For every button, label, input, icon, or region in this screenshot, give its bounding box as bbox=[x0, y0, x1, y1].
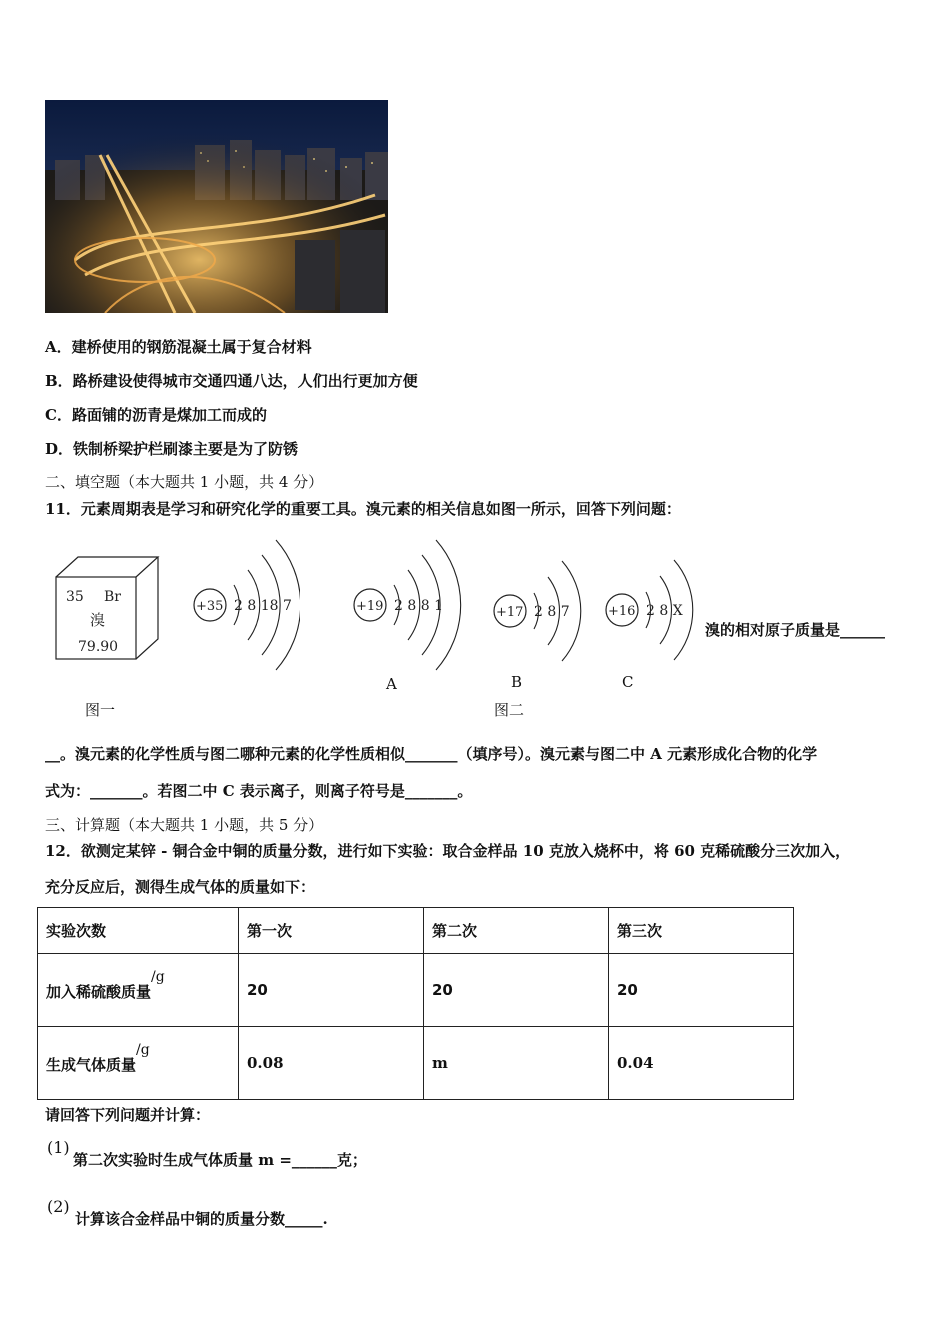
option-c: C．路面铺的沥青是煤加工而成的 bbox=[45, 406, 267, 424]
option-a: A．建桥使用的钢筋混凝土属于复合材料 bbox=[45, 338, 312, 356]
section2-heading: 二、填空题（本大题共 1 小题，共 4 分） bbox=[45, 473, 324, 491]
option-b: B．路桥建设使得城市交通四通八达，人们出行更加方便 bbox=[45, 372, 418, 390]
atom-c-label: C bbox=[622, 673, 634, 691]
bromine-electrons: 2 8 18 7 bbox=[234, 598, 292, 614]
table-header-row bbox=[38, 908, 794, 954]
element-symbol: Br bbox=[104, 589, 121, 605]
gas-third: 0.04 bbox=[609, 1027, 794, 1100]
city-bridge-photo bbox=[45, 100, 388, 313]
atom-a-nucleus: +19 bbox=[356, 599, 384, 614]
question-12-line2: 充分反应后，测得生成气体的质量如下： bbox=[45, 878, 316, 896]
atom-a-label: A bbox=[386, 675, 397, 693]
table-row bbox=[38, 954, 794, 1027]
question-12-line1: 12．欲测定某锌 - 铜合金中铜的质量分数，进行如下实验：取合金样品 10 克放入烧杯中，将 60 克稀硫酸分三次加入， bbox=[45, 842, 851, 860]
question-11-continuation-2: 式为：_______。若图二中 C 表示离子，则离子符号是_______。 bbox=[45, 782, 473, 800]
subquestion-2-number: (2) bbox=[47, 1197, 70, 1216]
bromine-nucleus: +35 bbox=[196, 599, 224, 614]
atom-c-nucleus: +16 bbox=[608, 604, 636, 619]
questions-intro: 请回答下列问题并计算： bbox=[45, 1106, 211, 1124]
acid-first: 20 bbox=[239, 954, 424, 1027]
gas-first: 0.08 bbox=[239, 1027, 424, 1100]
atom-b-electrons: 2 8 7 bbox=[534, 604, 570, 620]
atom-c-electrons: 2 8 X bbox=[646, 603, 683, 619]
row-label-gas: 生成气体质量$^{/g}$ bbox=[38, 1027, 239, 1100]
subquestion-1-text: 第二次实验时生成气体质量 m =______克； bbox=[73, 1151, 367, 1169]
option-d: D．铁制桥梁护栏刷漆主要是为了防锈 bbox=[45, 440, 299, 458]
acid-second: 20 bbox=[424, 954, 609, 1027]
row-label-acid: 加入稀硫酸质量$^{/g}$ bbox=[38, 954, 239, 1027]
table-row bbox=[38, 1027, 794, 1100]
gas-mass-table bbox=[37, 907, 794, 1100]
header-second: 第二次 bbox=[424, 908, 609, 954]
question-11-stem: 11．元素周期表是学习和研究化学的重要工具。溴元素的相关信息如图一所示，回答下列问题： bbox=[45, 500, 681, 518]
atom-a-electrons: 2 8 8 1 bbox=[394, 598, 443, 614]
relative-mass-blank: 溴的相对原子质量是______ bbox=[705, 621, 886, 639]
header-experiment: 实验次数 bbox=[38, 908, 239, 954]
element-card-figure bbox=[52, 555, 164, 665]
atom-b-nucleus: +17 bbox=[496, 605, 524, 620]
atom-a-diagram bbox=[352, 530, 462, 680]
atom-c-diagram bbox=[604, 550, 704, 670]
figure-2-label: 图二 bbox=[494, 701, 525, 719]
figure-1-label: 图一 bbox=[85, 701, 116, 719]
subquestion-1-number: (1) bbox=[47, 1138, 70, 1157]
section3-heading: 三、计算题（本大题共 1 小题，共 5 分） bbox=[45, 816, 324, 834]
header-first: 第一次 bbox=[239, 908, 424, 954]
element-mass: 79.90 bbox=[78, 639, 119, 655]
bromine-atom-diagram bbox=[190, 530, 300, 680]
acid-third: 20 bbox=[609, 954, 794, 1027]
question-11-continuation-1: __。溴元素的化学性质与图二哪种元素的化学性质相似_______（填序号）。溴元素与图二中 A 元素形成化合物的化学 bbox=[45, 745, 818, 763]
subquestion-2-text: 计算该合金样品中铜的质量分数_____. bbox=[75, 1210, 328, 1228]
gas-second: m bbox=[424, 1027, 609, 1100]
element-number: 35 bbox=[66, 589, 84, 605]
atom-b-diagram bbox=[492, 555, 587, 670]
element-name: 溴 bbox=[90, 611, 106, 629]
header-third: 第三次 bbox=[609, 908, 794, 954]
atom-b-label: B bbox=[511, 673, 523, 691]
